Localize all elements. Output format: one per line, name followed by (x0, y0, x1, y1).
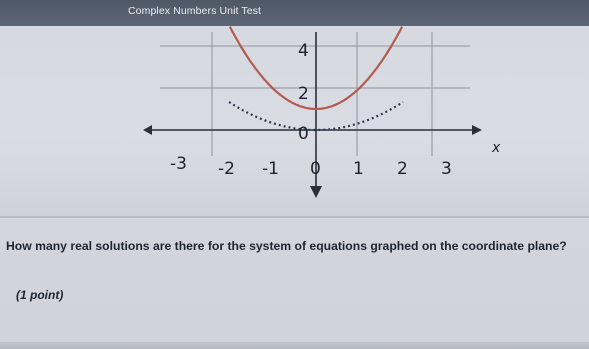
x-tick-label: -1 (262, 159, 279, 179)
coordinate-plane (0, 26, 589, 216)
x-tick-label: 3 (441, 159, 452, 179)
test-title: Complex Numbers Unit Test (128, 5, 262, 17)
x-tick-label: -3 (170, 154, 187, 174)
section-divider (0, 216, 589, 218)
x-axis-arrow-left (143, 125, 152, 135)
x-axis-label: x (492, 140, 501, 156)
y-tick-label: 2 (298, 84, 309, 104)
y-tick-label: 4 (298, 41, 309, 61)
x-tick-label: 0 (310, 159, 321, 179)
question-text: How many real solutions are there for the system of equations graphed on the coordinate plane? (6, 239, 567, 253)
graph-panel (0, 26, 589, 216)
x-tick-label: -2 (218, 159, 235, 179)
x-axis-arrow-right (472, 125, 482, 135)
x-tick-label: 1 (353, 159, 364, 179)
footer-edge (0, 342, 589, 349)
y-axis-arrow-down (310, 186, 322, 198)
x-tick-label: 2 (397, 159, 408, 179)
question-points: (1 point) (16, 288, 64, 302)
top-bar (0, 0, 589, 26)
y-tick-label: 0 (298, 124, 309, 144)
